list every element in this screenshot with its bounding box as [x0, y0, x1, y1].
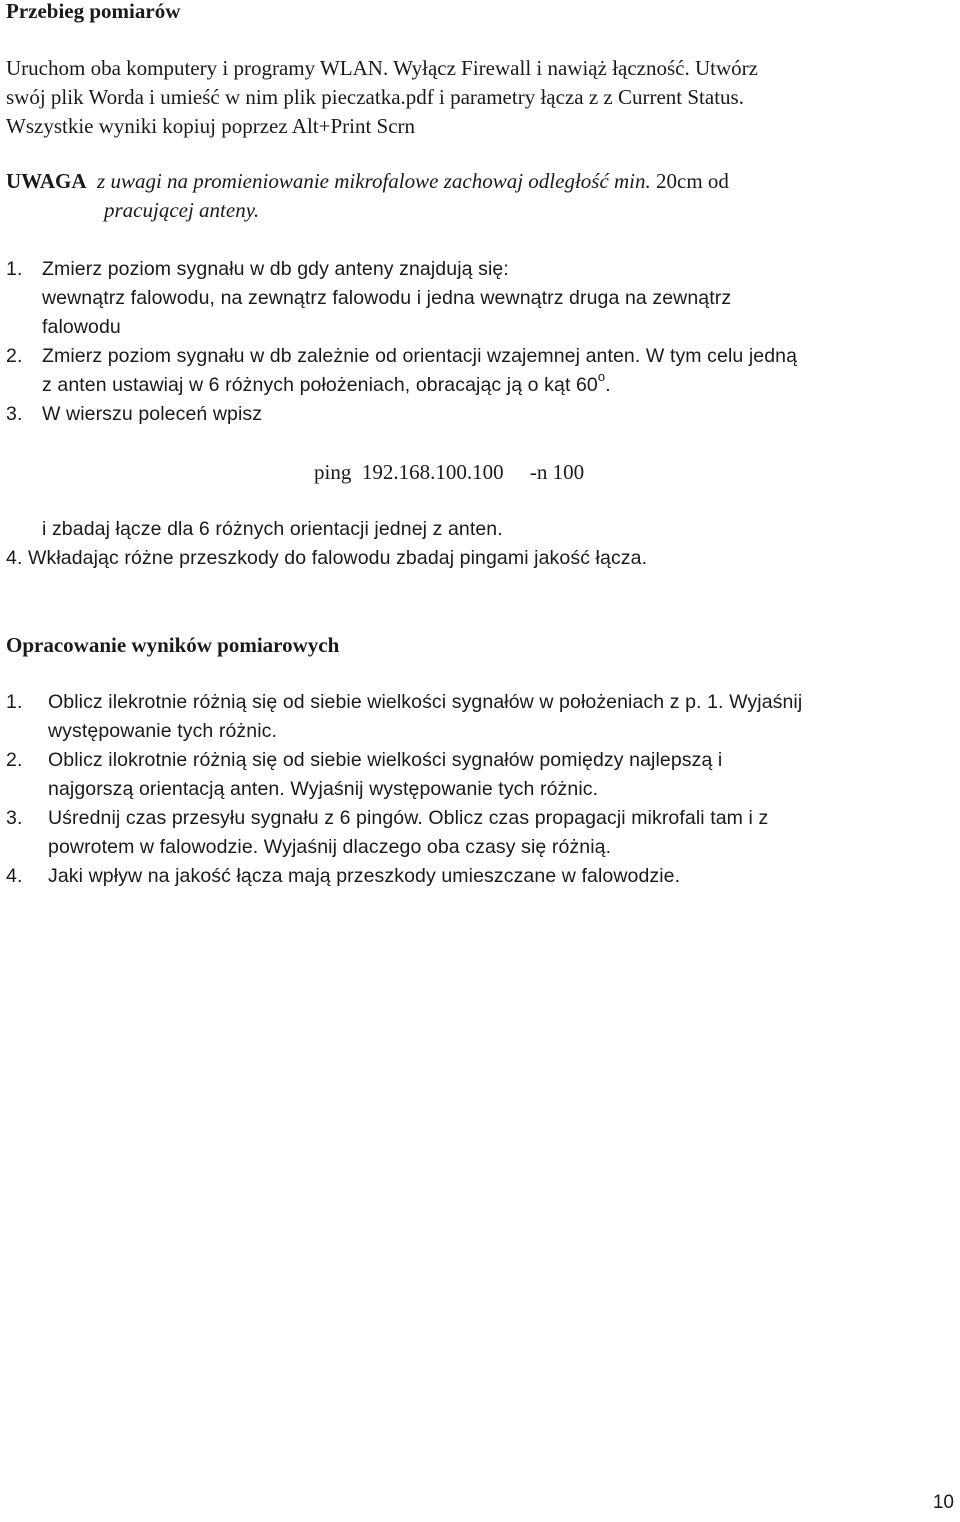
ping-command: ping 192.168.100.100 -n 100	[314, 460, 585, 484]
step-text: i zbadaj łącze dla 6 różnych orientacji jednej z anten.	[42, 518, 503, 540]
step-1-line-3	[6, 314, 121, 340]
intro-line-3: Wszystkie wyniki kopiuj poprzez Alt+Print Scrn	[6, 114, 416, 138]
step-text: wewnątrz falowodu, na zewnątrz falowodu i jedna wewnątrz druga na zewnątrz	[42, 287, 732, 309]
item-text: Oblicz ilokrotnie różnią się od siebie wielkości sygnałów pomiędzy najlepszą i	[48, 749, 723, 771]
analysis-item-2	[6, 747, 722, 773]
item-number: 1.	[6, 691, 23, 713]
analysis-item-4	[6, 863, 680, 889]
analysis-item-3-line-2	[6, 834, 611, 860]
step-text: falowodu	[42, 316, 121, 338]
intro-line-1: Uruchom oba komputery i programy WLAN. Wyłącz Firewall i nawiąż łączność. Utwórz	[6, 56, 758, 80]
step-text: z anten ustawiaj w 6 różnych położeniach, obracając ją o kąt 60	[42, 374, 598, 396]
degree-mark: o	[597, 368, 606, 384]
step-4	[6, 545, 647, 571]
item-text: występowanie tych różnic.	[48, 720, 278, 742]
step-text-cont: W tym celu jedną	[645, 345, 798, 367]
analysis-item-2-line-2	[6, 776, 598, 802]
warning-line-1	[6, 168, 729, 194]
page-number: 10	[932, 1492, 954, 1513]
step-2	[6, 343, 797, 369]
step-text: Zmierz poziom sygnału w db zależnie od orientacji wzajemnej anten.	[42, 345, 641, 367]
step-number: 2.	[6, 345, 23, 367]
intro-line-2: swój plik Worda i umieść w nim plik pieczatka.pdf i parametry łącza z z Current Status.	[6, 85, 744, 109]
item-text: Oblicz ilekrotnie różnią się od siebie wielkości sygnałów w położeniach z p. 1. Wyjaśnij	[48, 691, 803, 713]
warning-distance: 20cm od	[656, 169, 729, 193]
warning-line-2: pracującej anteny.	[104, 198, 260, 222]
step-1	[6, 256, 509, 282]
step-number: 1.	[6, 258, 23, 280]
warning-text: z uwagi na promieniowanie mikrofalowe zachowaj odległość min.	[97, 169, 651, 193]
item-text: Jaki wpływ na jakość łącza mają przeszkody umieszczane w falowodzie.	[48, 865, 681, 887]
step-2-line-2	[6, 368, 611, 398]
step-number: 3.	[6, 403, 23, 425]
step-number: 4.	[6, 547, 23, 569]
section-heading-opracowanie: Opracowanie wyników pomiarowych	[6, 633, 340, 657]
analysis-item-1-line-2	[6, 718, 277, 744]
item-number: 2.	[6, 749, 23, 771]
item-text: najgorszą orientacją anten. Wyjaśnij występowanie tych różnic.	[48, 778, 599, 800]
step-text: Zmierz poziom sygnału w db gdy anteny znajdują się:	[42, 258, 509, 280]
step-3	[6, 401, 262, 427]
item-number: 4.	[6, 865, 23, 887]
step-1-line-2	[6, 285, 731, 311]
item-text: powrotem w falowodzie. Wyjaśnij dlaczego oba czasy się różnią.	[48, 836, 612, 858]
step-text: Wkładając różne przeszkody do falowodu zbadaj pingami jakość łącza.	[28, 547, 648, 569]
step-3-line-2	[6, 516, 503, 542]
analysis-item-3	[6, 805, 768, 831]
step-text-end: .	[605, 374, 611, 396]
step-text: W wierszu poleceń wpisz	[42, 403, 263, 425]
analysis-item-1	[6, 689, 802, 715]
section-heading-przebieg: Przebieg pomiarów	[6, 0, 181, 23]
item-number: 3.	[6, 807, 23, 829]
warning-label: UWAGA	[6, 169, 87, 193]
item-text: Uśrednij czas przesyłu sygnału z 6 pingów. Oblicz czas propagacji mikrofali tam i z	[48, 807, 769, 829]
